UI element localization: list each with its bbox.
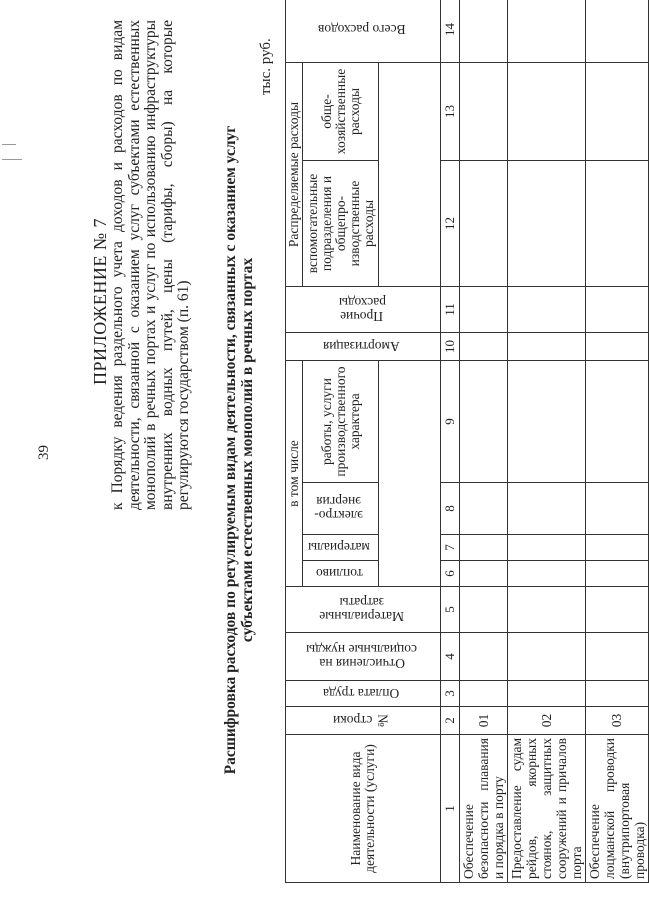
header-amortization-text: Амортизация xyxy=(323,339,400,355)
column-number: 3 xyxy=(441,681,460,707)
header-production-services: работы, услуги производственного характера xyxy=(303,361,379,483)
header-labor-text: Оплата труда xyxy=(323,686,400,702)
value-cell xyxy=(586,361,649,483)
header-amortization xyxy=(286,333,441,361)
header-labor xyxy=(286,681,441,707)
column-number: 6 xyxy=(441,561,460,587)
value-cell xyxy=(508,161,586,287)
header-row-no xyxy=(286,707,441,735)
appendix-title: ПРИЛОЖЕНИЕ № 7 xyxy=(90,217,110,385)
column-number: 10 xyxy=(441,333,460,361)
value-cell xyxy=(460,587,508,633)
header-incl: в том числе xyxy=(286,361,303,587)
value-cell xyxy=(508,0,586,63)
header-social-text: Отчисления на социальные нужды xyxy=(306,642,417,672)
value-cell xyxy=(460,681,508,707)
scan-mark xyxy=(2,142,16,145)
value-cell xyxy=(460,633,508,681)
column-number: 5 xyxy=(441,587,460,633)
value-cell xyxy=(460,161,508,287)
header-electricity-text: электро-энергия xyxy=(314,494,364,524)
header-row-no-text: № строки xyxy=(332,713,391,729)
value-cell xyxy=(508,63,586,161)
row-code: 02 xyxy=(508,707,586,735)
value-cell xyxy=(460,63,508,161)
header-activity: Наименование вида деятельности (услуги) xyxy=(286,735,441,883)
header-material-text: Материальные затраты xyxy=(319,595,404,625)
header-total xyxy=(286,0,441,63)
column-number: 11 xyxy=(441,287,460,333)
column-number: 8 xyxy=(441,483,460,535)
value-cell xyxy=(460,483,508,535)
unit-label: тыс. руб. xyxy=(258,38,274,95)
value-cell xyxy=(460,0,508,63)
value-cell xyxy=(508,561,586,587)
header-fuel xyxy=(303,561,379,587)
value-cell xyxy=(586,161,649,287)
value-cell xyxy=(460,287,508,333)
header-material xyxy=(286,587,441,633)
header-fuel-text: топливо xyxy=(315,566,363,582)
value-cell xyxy=(586,333,649,361)
header-materials xyxy=(303,535,379,561)
value-cell xyxy=(460,535,508,561)
value-cell xyxy=(508,483,586,535)
column-number: 2 xyxy=(441,707,460,735)
value-cell xyxy=(508,333,586,361)
value-cell xyxy=(508,633,586,681)
value-cell xyxy=(586,535,649,561)
header-other-text: Прочие расходы xyxy=(337,295,386,325)
column-number: 13 xyxy=(441,63,460,161)
activity-cell: Обеспечение безопасности плавания и порядка в порту xyxy=(460,735,508,883)
value-cell xyxy=(508,287,586,333)
column-number: 9 xyxy=(441,361,460,483)
value-cell xyxy=(460,561,508,587)
appendix-text: к Порядку ведения раздельного учета доходов и расходов по видам деятельности, связанной с оказанием услуг субъектами естественных монополий в речных портах и услуг по использованию инфраструктуры внутренних водных путей, цены (тарифы, сборы) на которые регулируются государством (п. 61) xyxy=(109,20,192,510)
activity-cell: Обеспечение лоцманской проводки (внутрипортовая проводка) xyxy=(586,735,649,883)
value-cell xyxy=(586,63,649,161)
header-general: обще-хозяйственные расходы xyxy=(303,63,379,161)
value-cell xyxy=(508,535,586,561)
column-number: 14 xyxy=(441,0,460,63)
value-cell xyxy=(586,633,649,681)
value-cell xyxy=(586,287,649,333)
column-number: 1 xyxy=(441,735,460,883)
column-number: 7 xyxy=(441,535,460,561)
value-cell xyxy=(586,483,649,535)
table-row xyxy=(460,0,508,883)
header-other xyxy=(286,287,441,333)
header-materials-text: материалы xyxy=(308,540,370,556)
header-auxiliary: вспомогательные подразделения и общепро-изводственные расходы xyxy=(303,161,379,287)
value-cell xyxy=(586,561,649,587)
table-row xyxy=(508,0,586,883)
value-cell xyxy=(508,681,586,707)
value-cell xyxy=(460,361,508,483)
activity-cell: Предоставление судам рейдов, якорных стоянок, защитных сооружений и причалов порта xyxy=(508,735,586,883)
column-number: 12 xyxy=(441,161,460,287)
column-number: 4 xyxy=(441,633,460,681)
header-distributed: Распределяемые расходы xyxy=(286,63,303,287)
row-code: 03 xyxy=(586,707,649,735)
table-row xyxy=(586,0,649,883)
value-cell xyxy=(508,361,586,483)
document-title: Расшифровка расходов по регулируемым видам деятельности, связанных с оказанием услуг субъектами естественных монополий в речных портах xyxy=(222,125,256,775)
value-cell xyxy=(586,0,649,63)
value-cell xyxy=(586,681,649,707)
value-cell xyxy=(508,587,586,633)
header-social xyxy=(286,633,441,681)
value-cell xyxy=(460,333,508,361)
scan-mark xyxy=(2,157,22,160)
page-number: 39 xyxy=(36,445,52,460)
header-electricity xyxy=(303,483,379,535)
value-cell xyxy=(586,587,649,633)
expense-table xyxy=(285,0,649,883)
header-total-text: Всего расходов xyxy=(317,22,406,38)
row-code: 01 xyxy=(460,707,508,735)
